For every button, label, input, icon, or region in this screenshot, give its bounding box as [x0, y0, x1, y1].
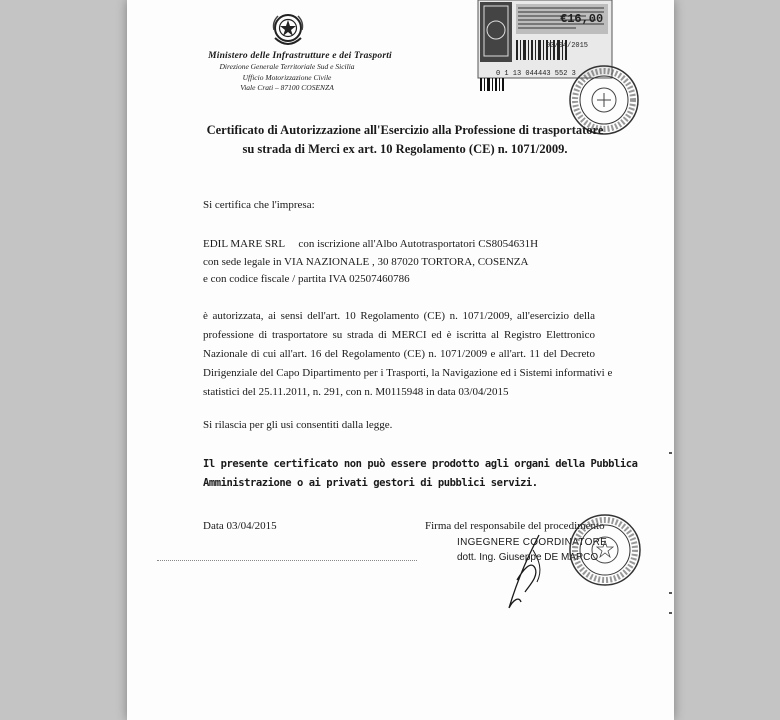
edge-mark: [669, 452, 672, 454]
edge-mark: [669, 592, 672, 594]
handwritten-signature-icon: [499, 530, 559, 615]
certificate-title: [195, 121, 615, 159]
office-seal-bottom-icon: [567, 512, 643, 588]
ministry-line-directorate: Direzione Generale Territoriale Sud e Sicilia: [219, 62, 355, 71]
certificate-title-line-2: su strada di Merci ex art. 10 Regolamento (CE) n. 1071/2009.: [242, 142, 568, 156]
revenue-stamp-serial: 0 1 13 044443 552 3: [496, 70, 576, 78]
ministry-line-office: Ufficio Motorizzazione Civile: [242, 72, 332, 82]
warning-line-1: Il presente certificato non può essere prodotto agli organi della Pubblica: [203, 458, 638, 470]
warning-line-2: Amministrazione o ai privati gestori di pubblici servizi.: [203, 477, 538, 489]
company-line: EDIL MARE SRL con iscrizione all'Albo Autotrasportatori CS8054631H: [203, 238, 539, 250]
revenue-stamp-amount: €16,00: [560, 12, 604, 26]
dotted-rule: [157, 560, 417, 561]
certificate-title-line-1: Certificato di Autorizzazione all'Esercizio alla Professione di trasportatore: [206, 123, 604, 137]
signature-label: Firma del responsabile del procedimento: [425, 520, 605, 532]
revenue-stamp-date: 03/04/2015: [546, 42, 589, 50]
italian-republic-emblem-icon: [270, 10, 306, 48]
certificate-page: [127, 0, 674, 720]
authorization-paragraph: [203, 307, 613, 402]
issue-date: Data 03/04/2015: [203, 520, 277, 532]
signer-name: dott. Ing. Giuseppe DE MARCO: [457, 552, 599, 563]
authorization-line-4: Dirigenziale del Capo Dipartimento per i Trasporti, la Navigazione ed i Sistemi informativi e: [203, 367, 613, 379]
intro-text: Si certifica che l'impresa:: [203, 199, 315, 211]
address-line: con sede legale in VIA NAZIONALE , 30 87020 TORTORA, COSENZA: [203, 256, 529, 268]
signer-role: INGEGNERE COORDINATORE: [457, 537, 608, 548]
edge-mark: [669, 612, 672, 614]
authorization-line-5: statistici del 25.11.2011, n. 291, con n. M0115948 in data 03/04/2015: [203, 386, 509, 398]
authorization-line-1: è autorizzata, ai sensi dell'art. 10 Regolamento (CE) n. 1071/2009, all'esercizio della: [203, 310, 595, 322]
ministry-office-lines: [197, 62, 377, 94]
usage-line: Si rilascia per gli usi consentiti dalla legge.: [203, 419, 393, 431]
tax-code-line: e con codice fiscale / partita IVA 02507460786: [203, 273, 410, 285]
authorization-line-2: professione di trasportatore su strada di MERCI ed è iscritta al Registro Elettronico: [203, 329, 595, 341]
ministry-title: Ministero delle Infrastrutture e dei Trasporti: [208, 51, 392, 61]
authorization-line-3: Nazionale di cui all'art. 16 del Regolamento (CE) n. 1071/2009 e all'art. 11 del Decreto: [203, 348, 595, 360]
ministry-line-address: Viale Crati – 87100 COSENZA: [240, 83, 334, 92]
warning-paragraph: [203, 455, 638, 493]
